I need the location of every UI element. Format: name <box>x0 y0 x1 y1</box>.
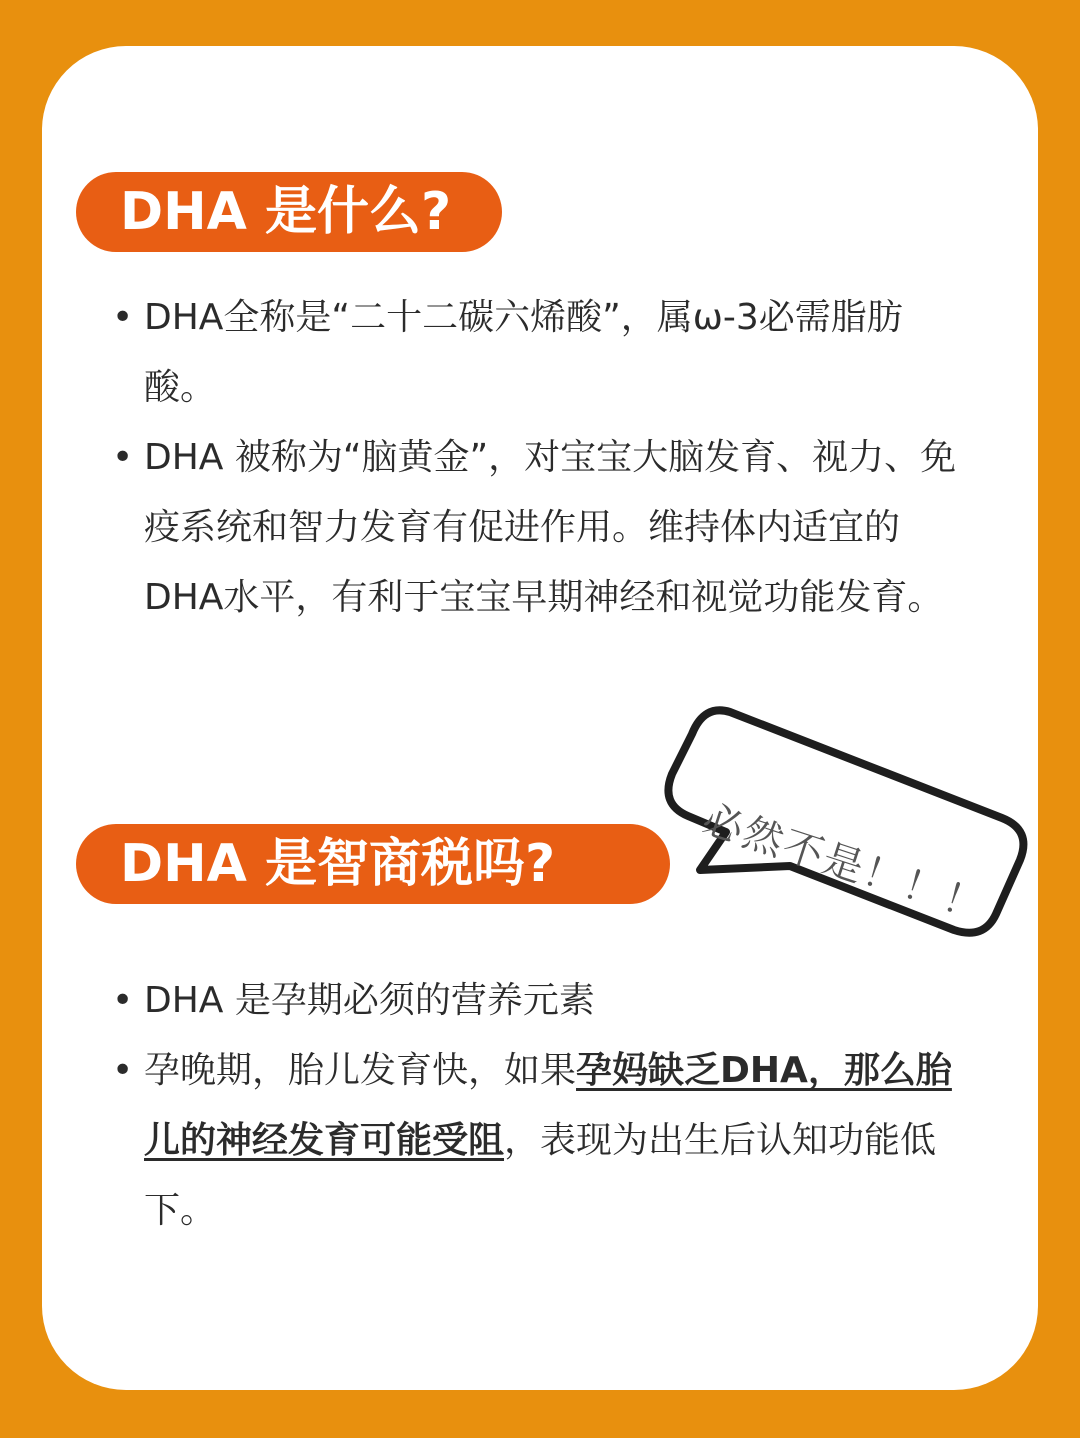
emphasized-text: 孕妈缺乏DHA，那么胎儿的神经发育可能受阻 <box>144 1050 952 1161</box>
list-item-text: DHA全称是“二十二碳六烯酸”，属ω-3必需脂肪酸。 <box>144 297 903 408</box>
bullet-dot: • <box>112 437 134 478</box>
list-item-text: DHA 被称为“脑黄金”，对宝宝大脑发育、视力、免疫系统和智力发育有促进作用。维持体内适宜的DHA水平，有利于宝宝早期神经和视觉功能发育。 <box>144 437 957 618</box>
list-item-text-before: 孕晚期，胎儿发育快，如果 <box>144 1050 577 1091</box>
bullet-dot: • <box>112 980 134 1021</box>
list-item <box>112 423 974 633</box>
list-item-text: DHA 是孕期必须的营养元素 <box>144 980 595 1021</box>
list-item <box>112 966 974 1036</box>
iq-tax-list <box>112 966 974 1246</box>
section-title-iq-tax: DHA 是智商税吗? <box>76 824 670 904</box>
section-title-what-is-dha: DHA 是什么? <box>76 172 502 252</box>
speech-bubble <box>660 700 1040 950</box>
speech-bubble-text: 必然不是！！！ <box>697 796 991 932</box>
bullet-dot: • <box>112 297 134 338</box>
list-item-text-after: ，表现为出生后认知功能低下。 <box>144 1120 937 1231</box>
list-item <box>112 1036 974 1246</box>
list-item <box>112 283 974 423</box>
what-is-dha-list <box>112 283 974 633</box>
bullet-dot: • <box>112 1050 134 1091</box>
